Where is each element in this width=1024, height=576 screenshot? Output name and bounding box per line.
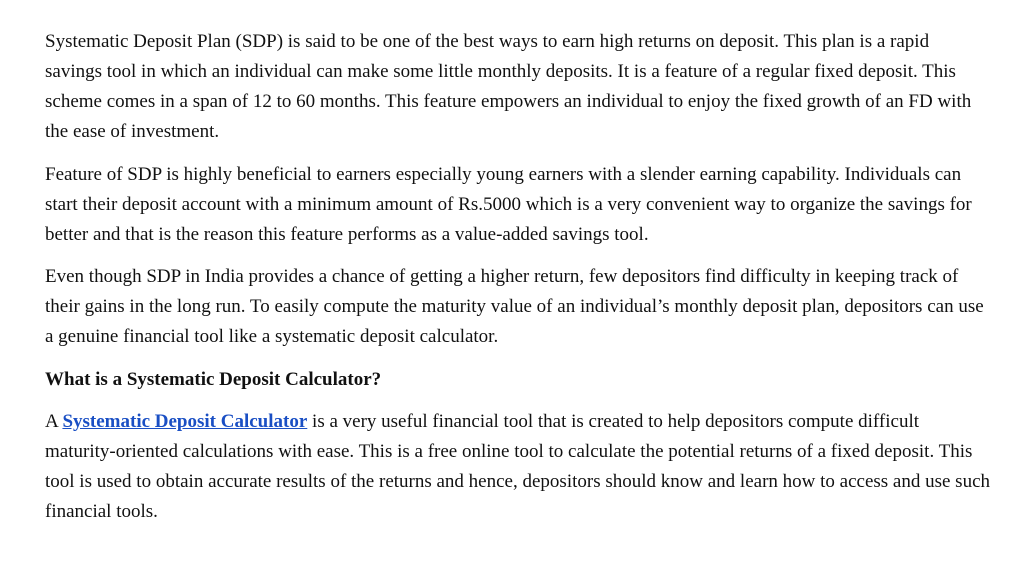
document-body bbox=[45, 27, 990, 540]
paragraph-sdp-intro: Systematic Deposit Plan (SDP) is said to be one of the best ways to earn high returns on deposit. This plan is a rapid savings tool in which an individual can make some little monthly deposits. It is a feature of a regular fixed deposit. This scheme comes in a span of 12 to 60 months. This feature empowers an individual to enjoy the fixed growth of an FD with the ease of investment. bbox=[45, 31, 972, 142]
paragraph-calculator-suffix: is a very useful financial tool that is created to help depositors compute difficult maturity-oriented calculations with ease. This is a free online tool to calculate the potential returns of a fixed deposit. This tool is used to obtain accurate results of the returns and hence, depositors should know and learn how to access and use such financial tools. bbox=[45, 411, 990, 522]
paragraph-calculator bbox=[45, 407, 990, 527]
paragraph-calculator-prefix: A bbox=[45, 411, 63, 432]
paragraph-sdp-feature: Feature of SDP is highly beneficial to earners especially young earners with a slender earning capability. Individuals can start their deposit account with a minimum amount of Rs.5000 which is a very convenient way to organize the savings for better and that is the reason this feature performs as a value-added savings tool. bbox=[45, 163, 972, 245]
paragraph-sdp-india: Even though SDP in India provides a chance of getting a higher return, few depositors find difficulty in keeping track of their gains in the long run. To easily compute the maturity value of an individual’s monthly deposit plan, depositors can use a genuine financial tool like a systematic deposit calculator. bbox=[45, 266, 984, 347]
section-heading: What is a Systematic Deposit Calculator? bbox=[45, 368, 382, 390]
systematic-deposit-calculator-link[interactable]: Systematic Deposit Calculator bbox=[62, 411, 308, 432]
